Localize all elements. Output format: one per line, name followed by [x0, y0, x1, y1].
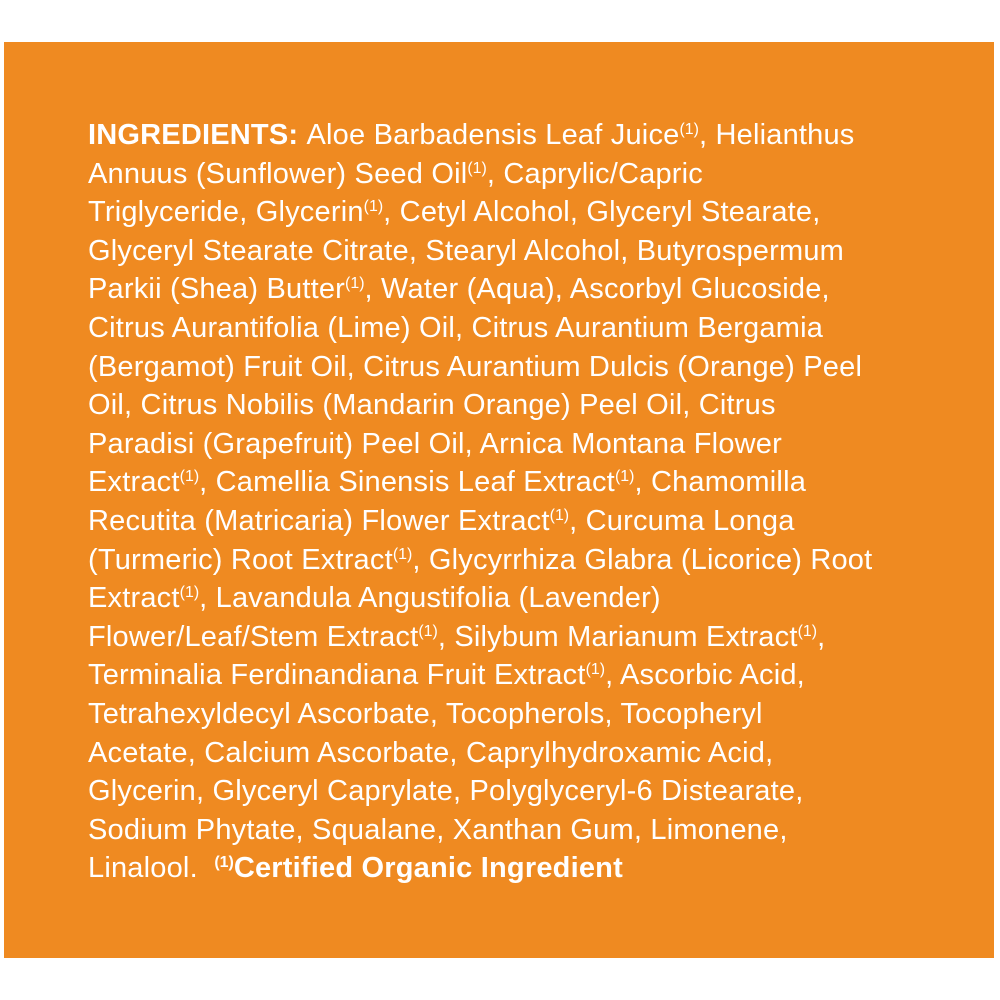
footnote-marker: (1) [363, 198, 384, 216]
footnote-marker: (1) [585, 661, 606, 679]
footnote-marker: (1) [179, 468, 200, 486]
ingredients-line: Acetate, Calcium Ascorbate, Caprylhydroxamic Acid, [88, 736, 774, 769]
ingredients-line: Terminalia Ferdinandiana Fruit Extract$^{(1)}$, Ascorbic Acid, [88, 659, 805, 692]
footnote-marker: (1) [467, 159, 487, 177]
ingredients-line: Glyceryl Stearate Citrate, Stearyl Alcohol, Butyrospermum [88, 234, 845, 267]
ingredients-line: Triglyceride, Glycerin$^{(1)}$, Cetyl Alcohol, Glyceryl Stearate, [88, 196, 821, 229]
footnote-marker: (1) [679, 121, 699, 139]
footnote-marker: (1) [345, 275, 365, 293]
ingredients-line: Annuus (Sunflower) Seed Oil$^{(1)}$, Caprylic/Capric [88, 157, 703, 190]
ingredients-line: INGREDIENTS: Aloe Barbadensis Leaf Juice$^{(1)}$, Helianthus [88, 119, 855, 151]
ingredients-line: (Turmeric) Root Extract$^{(1)}$, Glycyrrhiza Glabra (Licorice) Root [88, 543, 873, 576]
ingredients-line: Sodium Phytate, Squalane, Xanthan Gum, Limonene, [88, 813, 788, 846]
ingredients-line: Parkii (Shea) Butter$^{(1)}$, Water (Aqua), Ascorbyl Glucoside, [88, 273, 830, 306]
ingredients-line: Extract$^{(1)}$, Camellia Sinensis Leaf Extract$^{(1)}$, Chamomilla [88, 466, 807, 499]
ingredients-line: Tetrahexyldecyl Ascorbate, Tocopherols, Tocopheryl [88, 697, 763, 730]
footnote-marker: (1) [797, 622, 818, 640]
footnote-marker: (1) [214, 854, 234, 872]
ingredients-line: Paradisi (Grapefruit) Peel Oil, Arnica Montana Flower [88, 427, 782, 460]
ingredients-line: Extract$^{(1)}$, Lavandula Angustifolia (Lavender) [88, 582, 661, 615]
ingredients-panel [4, 42, 994, 958]
ingredients-line: Linalool. $^{(1)}$Certified Organic Ingredient [88, 852, 623, 885]
ingredients-text [88, 116, 938, 888]
footnote-marker: (1) [549, 507, 570, 525]
ingredients-line: Oil, Citrus Nobilis (Mandarin Orange) Peel Oil, Citrus [88, 389, 776, 422]
ingredients-line: Recutita (Matricaria) Flower Extract$^{(1)}$, Curcuma Longa [88, 504, 795, 537]
ingredients-line: Glycerin, Glyceryl Caprylate, Polyglyceryl-6 Distearate, [88, 775, 804, 808]
ingredients-line: Citrus Aurantifolia (Lime) Oil, Citrus Aurantium Bergamia [88, 311, 824, 344]
footnote-marker: (1) [418, 622, 438, 640]
footnote-marker: (1) [179, 584, 200, 602]
footnote-marker: (1) [614, 468, 635, 486]
footnote-marker: (1) [392, 545, 413, 563]
ingredients-line: (Bergamot) Fruit Oil, Citrus Aurantium Dulcis (Orange) Peel [88, 350, 863, 383]
ingredients-line: Flower/Leaf/Stem Extract$^{(1)}$, Silybum Marianum Extract$^{(1)}$, [88, 620, 826, 653]
